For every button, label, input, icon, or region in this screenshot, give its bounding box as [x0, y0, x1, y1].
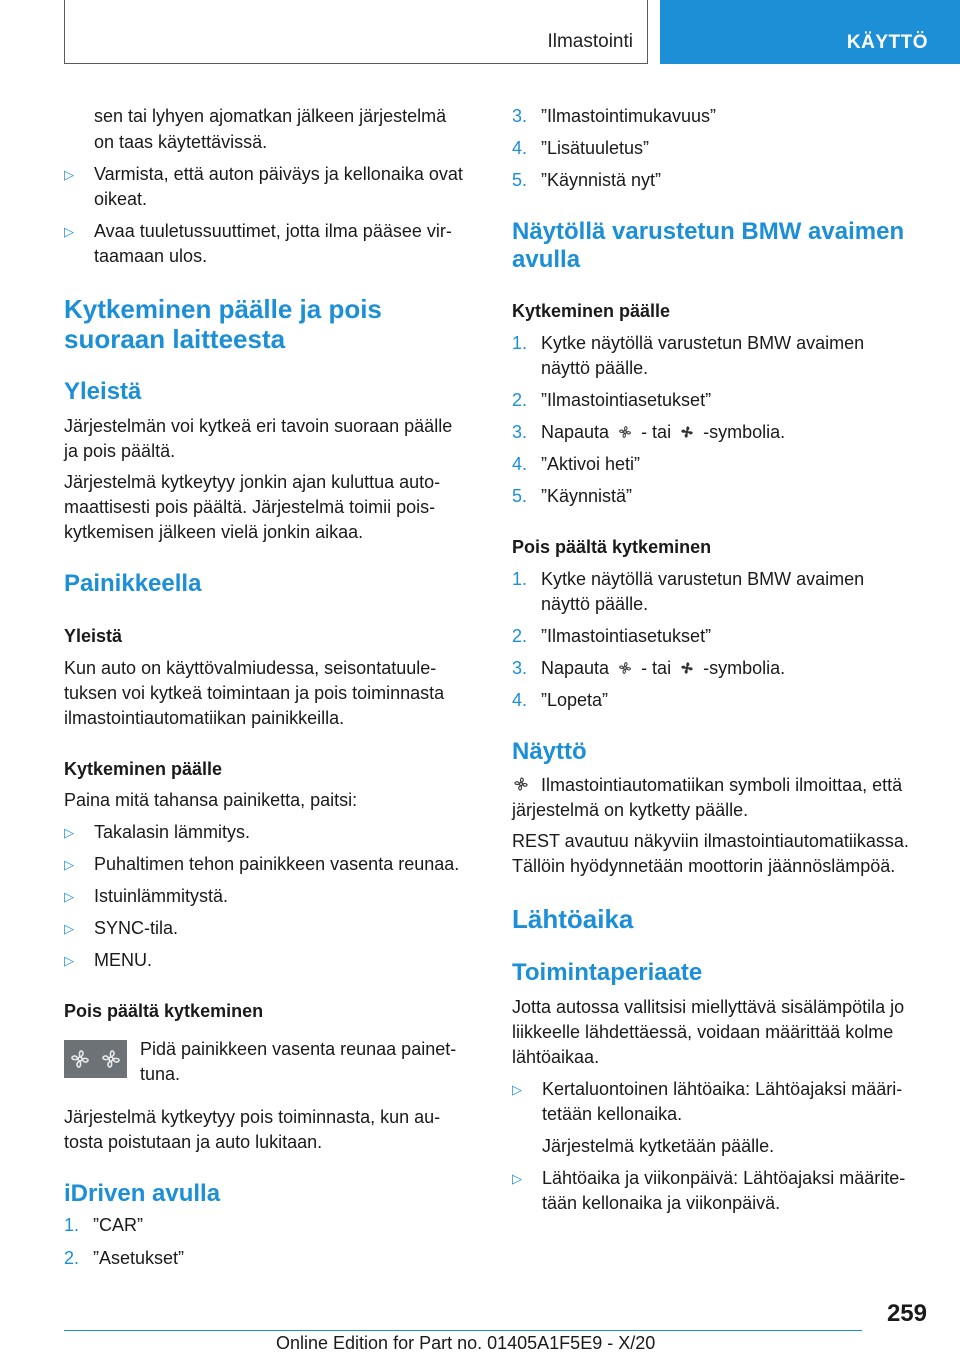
fan-icon — [617, 660, 633, 676]
header-chapter: KÄYTTÖ — [846, 32, 928, 53]
text-line: lähtöaikaa. — [512, 1047, 600, 1067]
header-section-box — [64, 0, 648, 64]
section-heading: Kytkeminen päälle ja pois — [64, 294, 382, 324]
fan-filled-icon — [679, 660, 695, 676]
text-line: on taas käytettävissä. — [94, 132, 268, 152]
subsection-heading: avulla — [512, 246, 581, 273]
fan-filled-icon — [679, 424, 695, 440]
subsection-heading: Näytöllä varustetun BMW avaimen — [512, 218, 905, 245]
text-line: ilmastointiautomatiikan painikkeilla. — [64, 708, 345, 728]
text-line: Paina mitä tahansa painiketta, paitsi: — [64, 790, 358, 810]
minor-heading: Pois päältä kytkeminen — [64, 1001, 264, 1021]
page-number: 259 — [886, 1300, 927, 1327]
bullet-triangle-icon: ▷ — [64, 825, 74, 840]
text-line: sen tai lyhyen ajomatkan jälkeen järjestelmä — [94, 106, 447, 126]
minor-heading: Kytkeminen päälle — [64, 759, 223, 779]
fan-icon — [68, 1047, 92, 1071]
subsection-heading: Yleistä — [64, 378, 142, 405]
header-chapter-tab — [660, 0, 960, 64]
fan-icon — [512, 775, 530, 793]
text-line: Kun auto on käyttövalmiudessa, seisontatuule- — [64, 658, 437, 678]
subsection-heading: iDriven avulla — [64, 1180, 221, 1207]
fan-icon — [99, 1047, 123, 1071]
minor-heading: Pois päältä kytkeminen — [512, 537, 712, 557]
text-line: Pidä painikkeen vasenta reunaa painet- — [140, 1039, 457, 1059]
text-line: kytkemisen jälkeen vielä jonkin aikaa. — [64, 522, 364, 542]
text-line: maattisesti pois päältä. Järjestelmä toimii pois- — [64, 497, 436, 517]
bullet-triangle-icon: ▷ — [64, 167, 74, 182]
bullet-triangle-icon: ▷ — [64, 857, 74, 872]
bullet-triangle-icon: ▷ — [512, 1171, 522, 1186]
minor-heading: Yleistä — [64, 626, 123, 646]
footer-edition: Online Edition for Part no. 01405A1F5E9 - X/20 — [276, 1333, 656, 1353]
text-line: Jotta autossa vallitsisi miellyttävä sisälämpötila jo — [512, 997, 905, 1017]
bullet-triangle-icon: ▷ — [64, 921, 74, 936]
text-line: REST avautuu näkyviin ilmastointiautomatiikassa. — [512, 831, 909, 851]
text-line: Järjestelmän voi kytkeä eri tavoin suoraan päälle — [64, 416, 453, 436]
text-line: tosta poistutaan ja auto lukitaan. — [64, 1132, 323, 1152]
subsection-heading: Toimintaperiaate — [512, 959, 703, 986]
bullet-triangle-icon: ▷ — [64, 889, 74, 904]
fan-icon — [617, 424, 633, 440]
header-section: Ilmastointi — [547, 31, 633, 52]
bullet-triangle-icon: ▷ — [512, 1082, 522, 1097]
fan-off-button-image — [64, 1040, 127, 1078]
text-line: Tällöin hyödynnetään moottorin jäännöslämpöä. — [512, 856, 896, 876]
text-line: Järjestelmä kytkeytyy jonkin ajan kuluttua auto- — [64, 472, 441, 492]
bullet-triangle-icon: ▷ — [64, 224, 74, 239]
subsection-heading: Painikkeella — [64, 570, 202, 597]
subsection-heading: Näyttö — [512, 738, 587, 765]
text-line: tuksen voi kytkeä toimintaan ja pois toiminnasta — [64, 683, 445, 703]
text-line: tuna. — [140, 1064, 181, 1084]
footer-divider — [64, 1330, 862, 1331]
text-line: järjestelmä on kytketty päälle. — [512, 800, 749, 820]
bullet-triangle-icon: ▷ — [64, 953, 74, 968]
text-line: liikkeelle lähdettäessä, voidaan määrittää kolme — [512, 1022, 894, 1042]
section-heading: suoraan laitteesta — [64, 324, 286, 354]
text-line: Järjestelmä kytkeytyy pois toiminnasta, kun au- — [64, 1107, 441, 1127]
minor-heading: Kytkeminen päälle — [512, 301, 671, 321]
section-heading: Lähtöaika — [512, 904, 634, 934]
text-line: Ilmastointiautomatiikan symboli ilmoittaa, että — [541, 775, 903, 795]
text-line: ja pois päältä. — [64, 441, 176, 461]
